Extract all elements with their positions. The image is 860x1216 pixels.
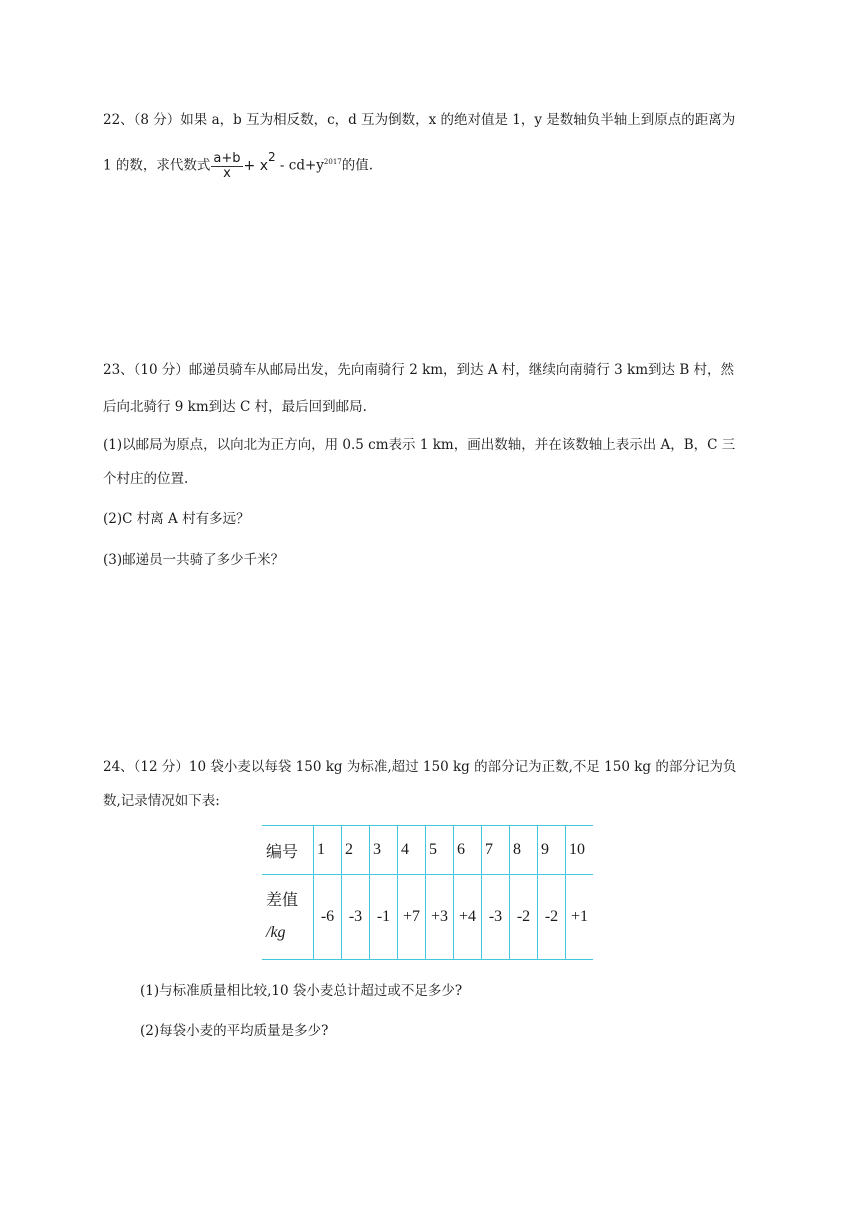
table-cell: -3 — [342, 875, 370, 960]
q24-line2: 数,记录情况如下表: — [103, 793, 220, 809]
header-unit: /kg — [266, 924, 286, 941]
q24-line1: 24、（12 分）10 袋小麦以每袋 150 kg 为标准,超过 150 kg 的部分记为正数,不足 150 kg 的部分记为负 — [103, 759, 737, 775]
table-cell: +4 — [454, 875, 482, 960]
exponent-two: 2 — [267, 150, 276, 164]
q23-part3: (3)邮递员一共骑了多少千米？ — [103, 552, 285, 568]
q22-line2-pre: 1 的数，求代数式 — [103, 157, 211, 174]
table-cell: 8 — [510, 826, 538, 875]
table-cell: 1 — [314, 826, 342, 875]
x-squared-term — [243, 150, 276, 174]
q23-part2: (2)C 村离 A 村有多远？ — [103, 511, 250, 527]
table-cell: 10 — [566, 826, 594, 875]
table-cell: -6 — [314, 875, 342, 960]
fraction-denominator: x — [223, 165, 231, 181]
q23-part1-line1: (1)以邮局为原点，以向北为正方向，用 0.5 cm表示 1 km，画出数轴，并在该数轴上表示出 A，B，C 三 — [103, 437, 736, 453]
exponent-2017: 2017 — [323, 158, 342, 167]
header-label: 差值 — [266, 892, 299, 909]
fraction-numerator: a+b — [213, 150, 241, 166]
table-cell: 7 — [482, 826, 510, 875]
q24-part2: (2)每袋小麦的平均质量是多少? — [140, 1023, 329, 1039]
table-cell: +7 — [398, 875, 426, 960]
table-cell: +3 — [426, 875, 454, 960]
table-row-number — [262, 826, 593, 875]
table-cell: -3 — [482, 875, 510, 960]
q22-line2-post: 的值. — [341, 157, 374, 174]
fraction-a-plus-b-over-x — [211, 152, 242, 181]
q22-line2 — [103, 150, 373, 181]
q23-line1: 23、（10 分）邮递员骑车从邮局出发，先向南骑行 2 km，到达 A 村，继续向南骑行 3 km到达 B 村，然 — [103, 362, 735, 378]
q23-part1-line2: 个村庄的位置. — [103, 471, 189, 487]
table-cell: 2 — [342, 826, 370, 875]
q23-line2: 后向北骑行 9 km到达 C 村，最后回到邮局. — [103, 399, 367, 415]
table-row-difference — [262, 875, 593, 960]
table-cell: 6 — [454, 826, 482, 875]
plus-x-text: + x — [243, 157, 268, 174]
table-header-difference — [262, 875, 314, 960]
table-cell: +1 — [566, 875, 594, 960]
table-cell: 3 — [370, 826, 398, 875]
table-cell: 9 — [538, 826, 566, 875]
minus-cd-y-text: - cd+y — [275, 157, 324, 174]
wheat-difference-table — [262, 825, 593, 960]
table-cell: 4 — [398, 826, 426, 875]
table-header-number: 编号 — [262, 826, 314, 875]
q24-part1: (1)与标准质量相比较,10 袋小麦总计超过或不足多少? — [140, 983, 463, 999]
table-cell: -2 — [510, 875, 538, 960]
q22-line1: 22、（8 分）如果 a，b 互为相反数，c，d 互为倒数，x 的绝对值是 1，y 是数轴负半轴上到原点的距离为 — [103, 112, 736, 128]
table-cell: -1 — [370, 875, 398, 960]
table-cell: -2 — [538, 875, 566, 960]
table-cell: 5 — [426, 826, 454, 875]
